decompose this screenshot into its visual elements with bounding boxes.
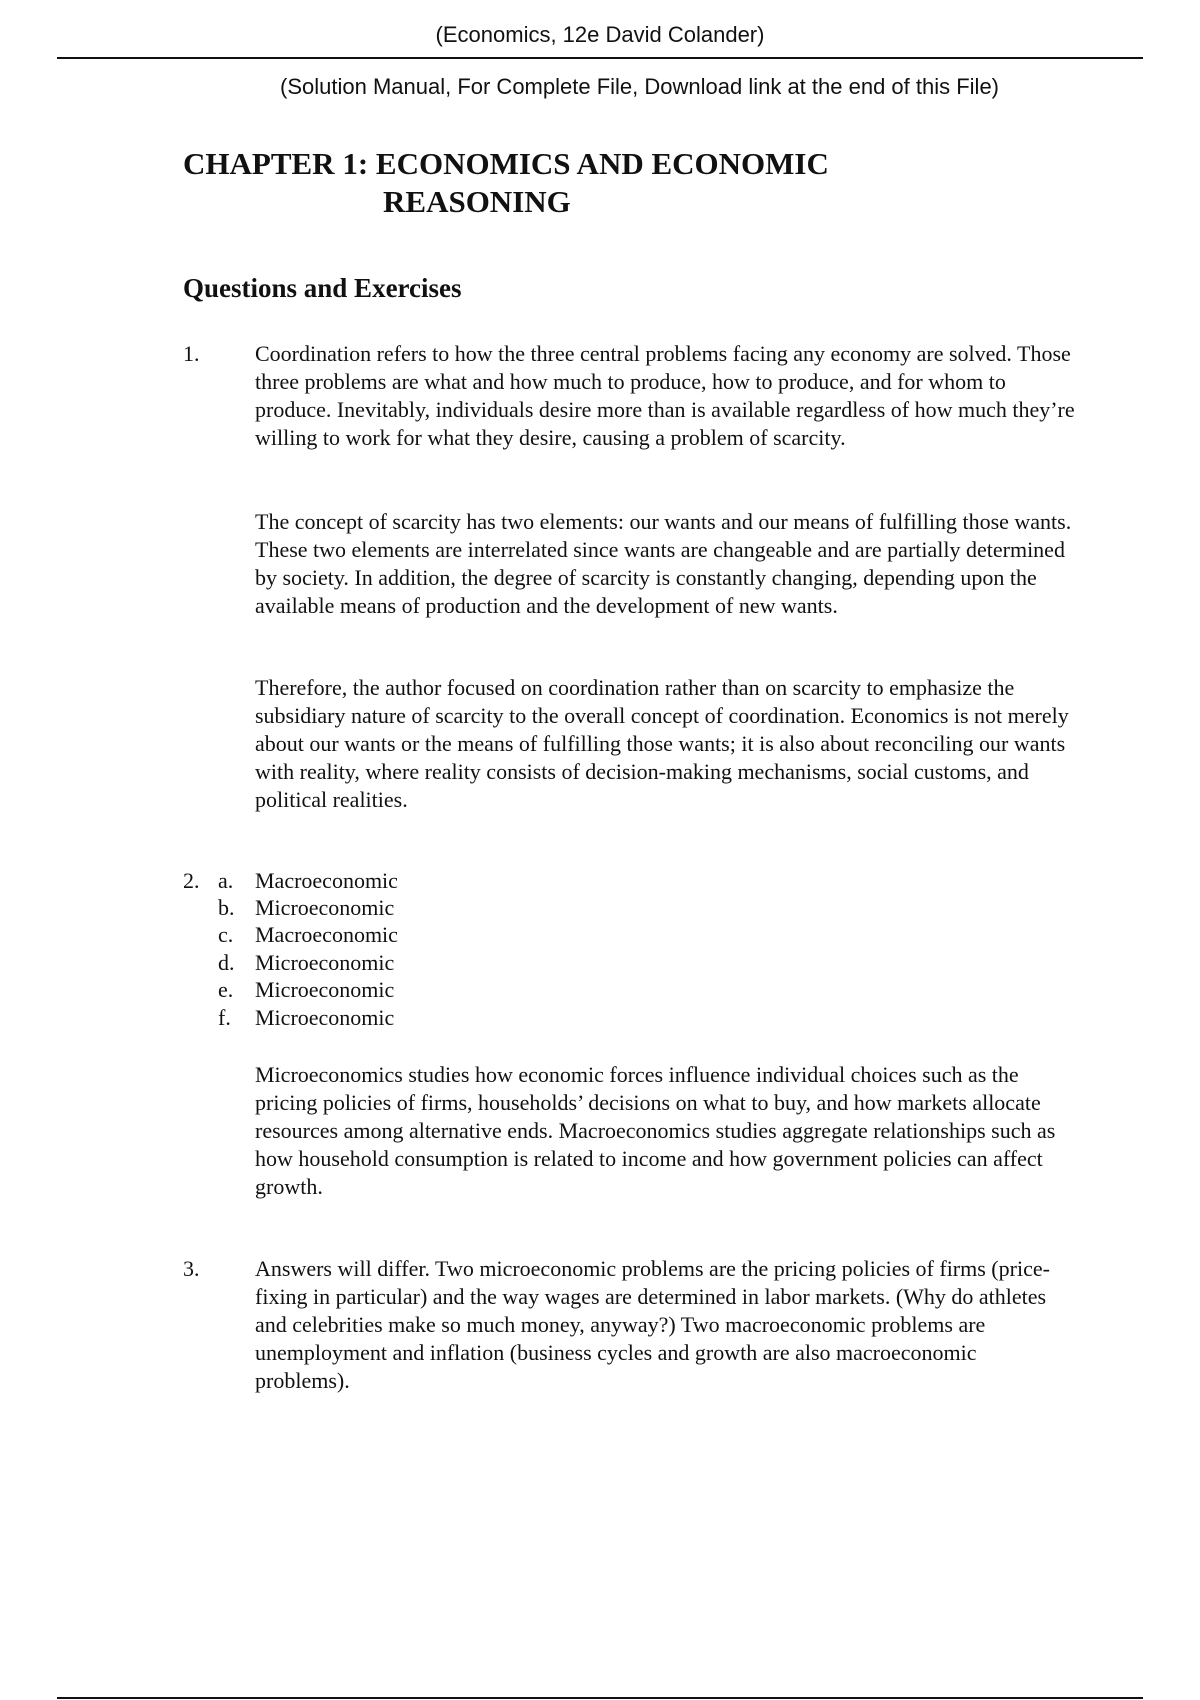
chapter-title: [183, 145, 829, 221]
chapter-title-line1: CHAPTER 1: ECONOMICS AND ECONOMIC: [183, 146, 829, 181]
answer-letter: a.: [218, 868, 234, 893]
answer-letter: d.: [218, 950, 235, 975]
answer-letter: b.: [218, 895, 235, 920]
chapter-title-line2: REASONING: [383, 184, 571, 219]
question-3-paragraph: Answers will differ. Two microeconomic problems are the pricing policies of firms (price-fixing in particular) and the way wages are determined in labor markets. (Why do athletes and celebrities make so much money, anyway?) Two macroeconomic problems are unemployment and inflation (business cycles and growth are also macroeconomic problems).: [255, 1256, 1050, 1393]
question-2-paragraph: Microeconomics studies how economic forces influence individual choices such as the pricing policies of firms, households’ decisions on what to buy, and how markets allocate resources among alternative ends. Macroeconomics studies aggregate relationships such as how household consumption is related to income and how government policies can affect growth.: [255, 1062, 1056, 1199]
footer-rule: [57, 1697, 1143, 1699]
question-1-number: 1.: [183, 341, 200, 366]
answer-value: Macroeconomic: [255, 868, 398, 893]
answer-letter: f.: [218, 1005, 231, 1030]
question-2-number: 2.: [183, 868, 200, 893]
section-heading: Questions and Exercises: [183, 273, 462, 303]
question-3-number: 3.: [183, 1256, 200, 1281]
answer-letter: c.: [218, 922, 234, 947]
question-1-paragraph-3: Therefore, the author focused on coordination rather than on scarcity to emphasize the subsidiary nature of scarcity to the overall concept of coordination. Economics is not merely about our wants or the means of fulfilling those wants; it is also about reconciling our wants with reality, where reality consists of decision-making mechanisms, social customs, and political realities.: [255, 675, 1069, 812]
answer-letter: e.: [218, 977, 234, 1002]
header-source-line: (Economics, 12e David Colander): [435, 22, 765, 47]
question-1-paragraph-2: The concept of scarcity has two elements: our wants and our means of fulfilling those wants. These two elements are interrelated since wants are changeable and are partially determined by society. In addition, the degree of scarcity is constantly changing, depending upon the available means of production and the development of new wants.: [255, 509, 1072, 618]
answer-value: Microeconomic: [255, 895, 395, 920]
question-1-paragraph-1: Coordination refers to how the three central problems facing any economy are solved. Those three problems are what and how much to produce, how to produce, and for whom to produce. Inevitably, individuals desire more than is available regardless of how much they’re willing to work for what they desire, causing a problem of scarcity.: [255, 341, 1075, 450]
answer-value: Macroeconomic: [255, 922, 398, 947]
answer-value: Microeconomic: [255, 1005, 395, 1030]
answer-value: Microeconomic: [255, 950, 395, 975]
answer-value: Microeconomic: [255, 977, 395, 1002]
header-note-line: (Solution Manual, For Complete File, Download link at the end of this File): [280, 74, 1000, 99]
header-rule: [57, 57, 1143, 59]
